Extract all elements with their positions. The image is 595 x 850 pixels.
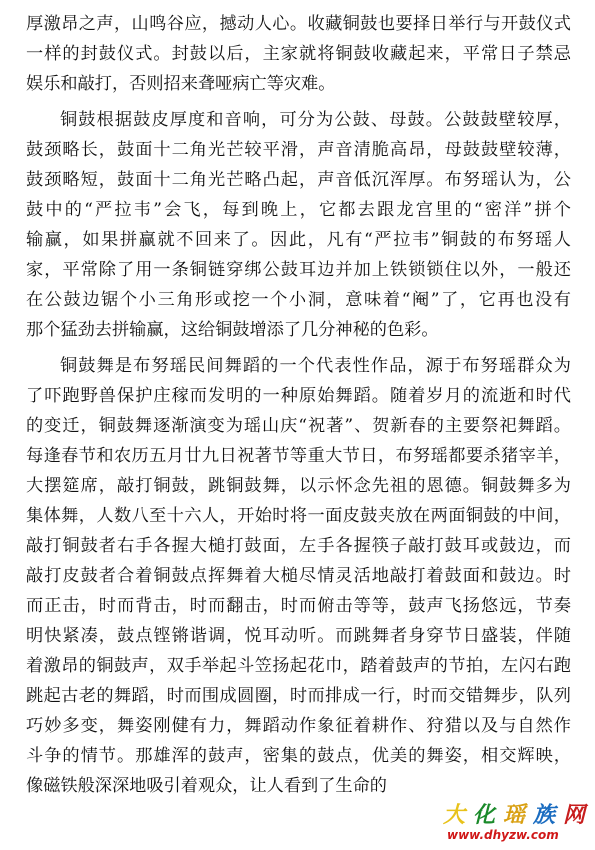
text-line: 鼓颈略短，鼓面十二角光芒略凸起，声音低沉浑厚。布努瑶认为，公 (26, 170, 571, 190)
text-line: 而正击，时而背击，时而翻击，时而俯击等等，鼓声飞扬悠远，节奏 (26, 596, 571, 616)
text-line: 输赢，如果拼赢就不回来了。因此，凡有“严拉韦”铜鼓的布努瑶人 (26, 230, 571, 250)
text-line: 的变迁，铜鼓舞逐渐演变为瑶山庆“祝著”、贺新春的主要祭祀舞蹈。 (26, 416, 571, 436)
text-line: 大摆筵席，敲打铜鼓，跳铜鼓舞，以示怀念先祖的恩德。铜鼓舞多为 (26, 476, 571, 496)
watermark-url: www.dhyzw.com (447, 828, 559, 842)
text-line: 巧妙多变，舞姿刚健有力，舞蹈动作象征着耕作、狩猎以及与自然作 (26, 716, 571, 736)
watermark-char: 网 (562, 802, 585, 828)
text-line: 每逢春节和农历五月廿九日祝著节等重大节日，布努瑶都要杀猪宰羊， (26, 446, 571, 466)
text-line: 一样的封鼓仪式。封鼓以后，主家就将铜鼓收藏起来，平常日子禁忌 (26, 44, 571, 64)
text-line: 像磁铁般深深地吸引着观众，让人看到了生命的 (26, 776, 387, 796)
text-line: 厚激昂之声，山鸣谷应，撼动人心。收藏铜鼓也要择日举行与开鼓仪式 (26, 14, 571, 34)
watermark-char: 大 (442, 802, 465, 828)
paragraph-start-line: 铜鼓舞是布努瑶民间舞蹈的一个代表性作品，源于布努瑶群众为 (60, 356, 571, 376)
text-line: 了吓跑野兽保护庄稼而发明的一种原始舞蹈。随着岁月的流逝和时代 (26, 386, 571, 406)
text-line: 着激昂的铜鼓声，双手举起斗笠扬起花巾，踏着鼓声的节拍，左闪右跑 (26, 656, 571, 676)
paragraph-start-line: 铜鼓根据鼓皮厚度和音响，可分为公鼓、母鼓。公鼓鼓壁较厚， (60, 110, 571, 130)
text-line: 敲打皮鼓者合着铜鼓点挥舞着大槌尽情灵活地敲打着鼓面和鼓边。时 (26, 566, 571, 586)
text-line: 敲打铜鼓者右手各握大槌打鼓面，左手各握筷子敲打鼓耳或鼓边，而 (26, 536, 571, 556)
text-line: 在公鼓边锯个小三角形或挖一个小洞，意味着“阉”了，它再也没有 (26, 290, 571, 310)
watermark-char: 瑶 (502, 802, 525, 828)
watermark-char: 族 (532, 802, 555, 828)
text-line: 鼓颈略长，鼓面十二角光芒较平滑，声音清脆高昂，母鼓鼓壁较薄， (26, 140, 571, 160)
text-line: 家，平常除了用一条铜链穿绑公鼓耳边并加上铁锁锁住以外，一般还 (26, 260, 571, 280)
text-line: 跳起古老的舞蹈，时而围成圆圈，时而排成一行，时而交错舞步，队列 (26, 686, 571, 706)
text-line: 集体舞，人数八至十六人，开始时将一面皮鼓夹放在两面铜鼓的中间， (26, 506, 571, 526)
watermark-title (439, 798, 589, 828)
text-line: 明快紧凑，鼓点铿锵谐调，悦耳动听。而跳舞者身穿节日盛装，伴随 (26, 626, 571, 646)
watermark-char: 化 (472, 802, 495, 828)
text-line: 斗争的情节。那雄浑的鼓声，密集的鼓点，优美的舞姿，相交辉映， (26, 746, 571, 766)
site-watermark-logo (439, 798, 589, 846)
text-line: 鼓中的“严拉韦”会飞，每到晚上，它都去跟龙宫里的“密洋”拼个 (26, 200, 571, 220)
text-line: 那个猛劲去拼输赢，这给铜鼓增添了几分神秘的色彩。 (26, 320, 439, 340)
text-line: 娱乐和敲打，否则招来聋哑病亡等灾难。 (26, 74, 336, 94)
